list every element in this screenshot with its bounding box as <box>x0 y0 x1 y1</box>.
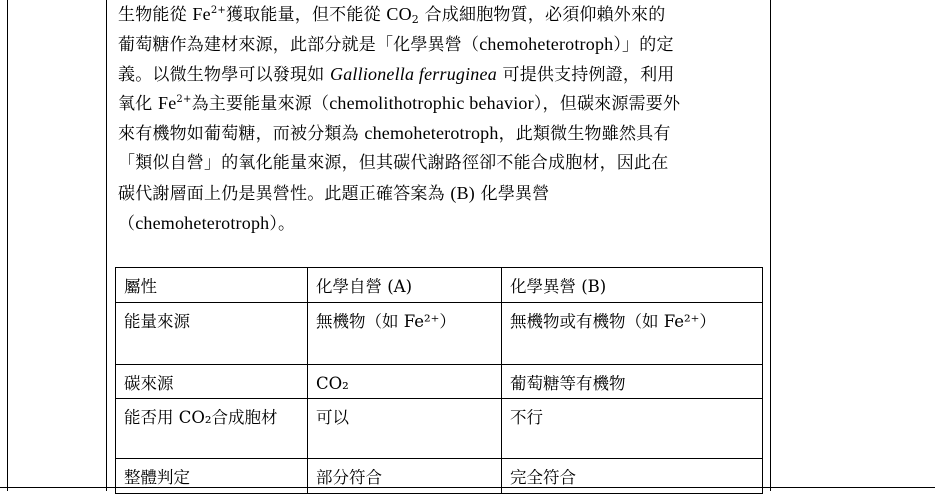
table-cell: 無機物（如 Fe²⁺） <box>308 302 502 364</box>
header-cell-attribute: 屬性 <box>116 268 308 303</box>
text-run: 「類似自營」的氧化能量來源，但其碳代謝路徑卻不能合成胞材，因此在 <box>118 152 669 173</box>
table-cell: 葡萄糖等有機物 <box>502 364 763 399</box>
text-run: ），但碳來源需要外 <box>533 94 681 115</box>
paragraph-line <box>118 30 758 60</box>
text-run: (B) <box>450 182 476 203</box>
text-run: 可提供支持例證，利用 <box>496 64 675 85</box>
table-cell: 可以 <box>308 399 502 459</box>
text-run: ）。 <box>269 213 296 234</box>
table-row-carbon-source <box>116 364 763 399</box>
text-run: 合成細胞物質，必須仰賴外來的 <box>418 5 666 25</box>
text-run: Fe <box>158 93 177 114</box>
table-cell: 整體判定 <box>116 459 308 494</box>
text-run: 義。以微生物學可以發現如 <box>118 64 331 85</box>
table-row-biosynthesis <box>116 399 763 459</box>
table-cell: 無機物或有機物（如 Fe²⁺） <box>502 302 763 364</box>
table-row-energy-source <box>116 302 763 364</box>
paragraph-line <box>118 149 758 179</box>
table-cell: 完全符合 <box>502 459 763 494</box>
text-run: Gallionella ferruginea <box>330 63 497 84</box>
text-run: 獲取能量，但不能從 <box>225 5 387 25</box>
paragraph-line <box>118 0 758 30</box>
table-cell: 碳來源 <box>116 364 308 399</box>
text-run: 生物能從 <box>118 5 193 25</box>
table-header-row <box>116 268 763 303</box>
text-run: Fe <box>192 4 211 24</box>
text-run: 2+ <box>176 94 192 106</box>
text-run: ）」的定 <box>613 34 674 55</box>
paragraph-line <box>118 209 758 239</box>
comparison-table <box>115 267 763 494</box>
text-run: chemoheterotroph <box>364 123 499 144</box>
header-cell-chemoautotroph: 化學自營 (A) <box>308 268 502 303</box>
column-border-right <box>770 0 771 491</box>
answer-explanation <box>118 0 758 238</box>
table-cell: 能否用 CO₂合成胞材 <box>116 399 308 459</box>
text-run: 化學異營 <box>475 183 550 204</box>
paragraph-line <box>118 60 758 90</box>
column-border-left <box>106 0 107 491</box>
text-run: （ <box>118 213 136 234</box>
text-run: 來有機物如葡萄糖，而被分類為 <box>118 124 365 145</box>
paragraph-line <box>118 179 758 209</box>
text-run: 為主要能量來源（ <box>191 94 330 115</box>
text-run: 葡萄糖作為建材來源，此部分就是「化學異營（ <box>118 34 480 55</box>
text-run: ，此類微生物雖然具有 <box>498 124 671 145</box>
text-run: 2 <box>411 13 419 26</box>
text-run: 氧化 <box>118 94 159 115</box>
paragraph-line <box>118 89 758 119</box>
text-run: CO <box>386 4 412 24</box>
outer-border-left <box>7 0 8 491</box>
table-row-overall-judgement <box>116 459 763 494</box>
text-run: 2+ <box>210 5 226 16</box>
text-run: chemoheterotroph <box>135 212 270 233</box>
header-cell-chemoheterotroph: 化學異營 (B) <box>502 268 763 303</box>
text-run: 碳代謝層面上仍是異營性。此題正確答案為 <box>118 183 451 204</box>
text-run: chemolithotrophic behavior <box>329 93 534 114</box>
text-run: chemoheterotroph <box>479 33 614 54</box>
table-cell: 部分符合 <box>308 459 502 494</box>
table-cell: CO₂ <box>308 364 502 399</box>
table-cell: 不行 <box>502 399 763 459</box>
table-cell: 能量來源 <box>116 302 308 364</box>
paragraph-line <box>118 119 758 149</box>
